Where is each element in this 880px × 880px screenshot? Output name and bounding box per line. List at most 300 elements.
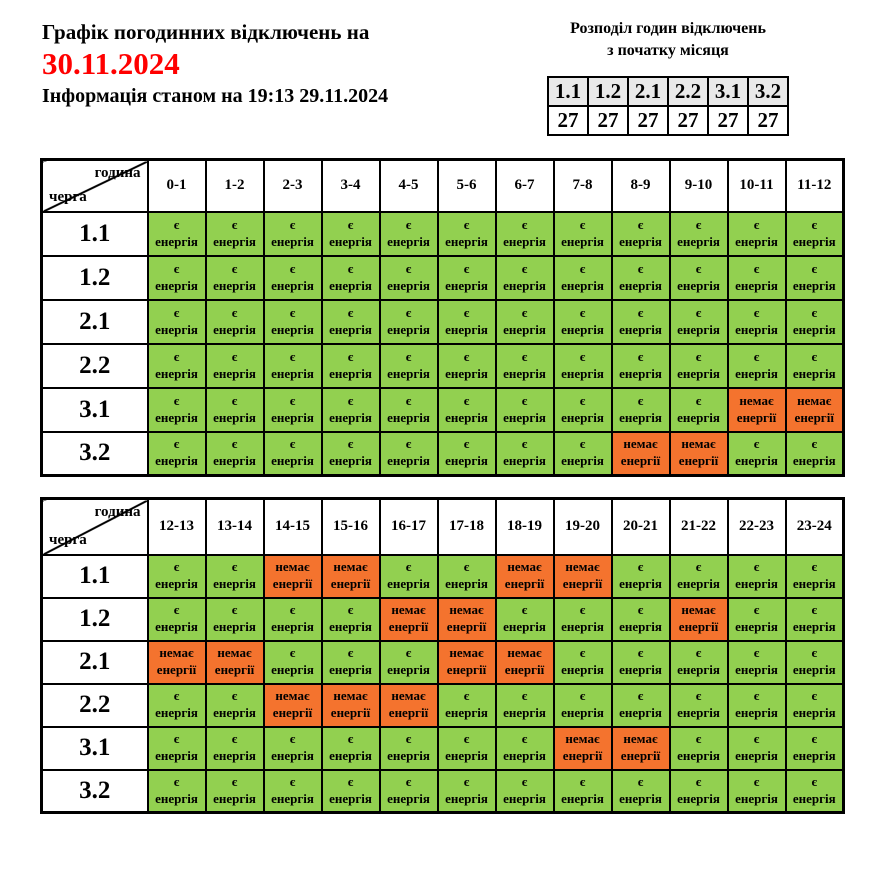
cell-text-line2: енергія: [271, 277, 314, 293]
cell-text-line1: є: [521, 602, 528, 618]
cell-text-line1: є: [637, 688, 644, 704]
queue-schedule-row: [42, 300, 844, 344]
queue-label: 1.1: [42, 555, 148, 598]
cell-text-line2: енергія: [155, 277, 198, 293]
cell-text-line1: є: [695, 304, 702, 320]
cell-text-line2: енергія: [155, 705, 198, 720]
hour-column-header: 8-9: [612, 160, 670, 212]
cell-energy-available: [728, 432, 786, 476]
cell-text-line2: енергія: [445, 277, 488, 293]
cell-text-line1: є: [405, 559, 412, 575]
cell-text-line1: немає: [449, 645, 484, 661]
cell-energy-available: [554, 212, 612, 256]
cell-text-line2: енергія: [677, 277, 720, 293]
distribution-hours-value: 27: [588, 106, 628, 135]
cell-text-line1: є: [695, 731, 702, 747]
cell-text-line1: є: [811, 436, 818, 452]
cell-text-line2: енергія: [792, 233, 836, 249]
cell-text-line1: є: [463, 436, 470, 452]
cell-text-line2: енергія: [329, 453, 372, 469]
cell-text-line2: енергія: [445, 365, 488, 381]
distribution-title: [540, 18, 796, 63]
cell-text-line2: енергії: [562, 576, 603, 591]
cell-energy-available: [380, 770, 438, 813]
cell-energy-available: [322, 388, 380, 432]
cell-text-line2: енергія: [619, 790, 662, 806]
distribution-queue-header: 3.1: [708, 77, 748, 106]
cell-text-line1: є: [347, 304, 354, 320]
cell-energy-available: [554, 684, 612, 727]
cell-text-line2: енергія: [213, 233, 256, 249]
cell-text-line1: є: [173, 260, 180, 276]
cell-energy-available: [670, 300, 728, 344]
cell-energy-available: [380, 432, 438, 476]
cell-text-line1: є: [463, 773, 470, 789]
cell-text-line2: енергія: [503, 409, 546, 425]
cell-text-line2: енергія: [735, 705, 778, 720]
cell-energy-available: [438, 684, 496, 727]
cell-no-energy: [438, 641, 496, 684]
cell-text-line2: енергія: [503, 233, 546, 249]
cell-text-line2: енергія: [213, 277, 256, 293]
cell-text-line2: енергія: [213, 790, 256, 806]
cell-text-line2: енергія: [213, 619, 256, 634]
cell-energy-available: [206, 432, 264, 476]
cell-energy-available: [496, 770, 554, 813]
hour-column-header: 14-15: [264, 499, 322, 555]
cell-text-line1: є: [811, 559, 818, 575]
cell-text-line1: немає: [333, 559, 368, 575]
cell-text-line2: енергія: [387, 321, 430, 337]
cell-text-line2: енергія: [271, 409, 314, 425]
cell-energy-available: [728, 256, 786, 300]
hour-column-header: 4-5: [380, 160, 438, 212]
cell-text-line2: енергія: [792, 662, 836, 677]
cell-text-line2: енергія: [792, 790, 836, 806]
queue-label: 1.2: [42, 256, 148, 300]
cell-energy-available: [786, 770, 844, 813]
distribution-queue-header: 1.2: [588, 77, 628, 106]
queue-label: 3.2: [42, 770, 148, 813]
cell-energy-available: [206, 555, 264, 598]
cell-text-line2: енергія: [561, 365, 604, 381]
cell-energy-available: [496, 598, 554, 641]
cell-no-energy: [670, 598, 728, 641]
cell-text-line1: є: [289, 436, 296, 452]
cell-text-line2: енергія: [735, 277, 778, 293]
cell-text-line1: є: [173, 348, 180, 364]
cell-text-line2: енергія: [155, 748, 198, 763]
cell-energy-available: [554, 300, 612, 344]
cell-energy-available: [554, 641, 612, 684]
queue-schedule-row: [42, 555, 844, 598]
cell-text-line2: енергія: [561, 790, 604, 806]
cell-text-line1: є: [811, 645, 818, 661]
cell-text-line1: є: [637, 348, 644, 364]
cell-text-line2: енергія: [677, 748, 720, 763]
cell-energy-available: [322, 641, 380, 684]
cell-text-line2: енергія: [735, 453, 778, 469]
cell-text-line1: немає: [507, 645, 542, 661]
distribution-queue-header: 2.1: [628, 77, 668, 106]
cell-text-line2: енергія: [735, 321, 778, 337]
cell-energy-available: [438, 388, 496, 432]
cell-text-line2: енергія: [735, 790, 778, 806]
queue-label: 2.1: [42, 641, 148, 684]
cell-energy-available: [728, 727, 786, 770]
cell-energy-available: [786, 684, 844, 727]
cell-text-line1: немає: [623, 436, 658, 452]
cell-energy-available: [206, 727, 264, 770]
distribution-values-row: [548, 106, 788, 135]
cell-no-energy: [670, 432, 728, 476]
cell-text-line2: енергія: [677, 409, 720, 425]
cell-text-line2: енергія: [387, 662, 430, 677]
cell-energy-available: [322, 598, 380, 641]
cell-text-line2: енергія: [155, 409, 198, 425]
cell-energy-available: [728, 344, 786, 388]
cell-energy-available: [438, 555, 496, 598]
cell-text-line1: є: [753, 304, 760, 320]
cell-text-line1: немає: [507, 559, 542, 575]
cell-energy-available: [264, 598, 322, 641]
cell-energy-available: [148, 432, 206, 476]
cell-energy-available: [786, 555, 844, 598]
cell-text-line1: є: [521, 348, 528, 364]
cell-text-line2: енергія: [503, 705, 546, 720]
cell-energy-available: [206, 256, 264, 300]
cell-text-line1: є: [405, 645, 412, 661]
page-title: Графік погодинних відключень на: [42, 20, 370, 44]
cell-text-line1: немає: [217, 645, 252, 661]
cell-text-line2: енергія: [503, 321, 546, 337]
cell-no-energy: [612, 432, 670, 476]
cell-energy-available: [264, 727, 322, 770]
cell-text-line1: є: [637, 216, 644, 232]
cell-text-line1: є: [173, 436, 180, 452]
cell-energy-available: [322, 212, 380, 256]
cell-text-line2: енергія: [619, 662, 662, 677]
cell-text-line2: енергія: [792, 365, 836, 381]
cell-text-line1: є: [811, 304, 818, 320]
cell-text-line1: є: [347, 773, 354, 789]
cell-text-line1: є: [695, 348, 702, 364]
queue-label: 1.2: [42, 598, 148, 641]
cell-text-line1: є: [521, 260, 528, 276]
cell-no-energy: [554, 555, 612, 598]
cell-energy-available: [322, 344, 380, 388]
cell-energy-available: [438, 256, 496, 300]
cell-text-line2: енергії: [504, 662, 545, 677]
cell-energy-available: [786, 212, 844, 256]
cell-text-line2: енергія: [155, 365, 198, 381]
cell-energy-available: [148, 727, 206, 770]
cell-text-line2: енергія: [619, 409, 662, 425]
cell-text-line1: є: [173, 216, 180, 232]
cell-energy-available: [554, 598, 612, 641]
cell-energy-available: [322, 256, 380, 300]
hour-column-header: 6-7: [496, 160, 554, 212]
cell-text-line1: є: [289, 731, 296, 747]
cell-text-line1: є: [579, 436, 586, 452]
cell-energy-available: [264, 432, 322, 476]
cell-energy-available: [438, 300, 496, 344]
cell-text-line1: є: [405, 260, 412, 276]
cell-energy-available: [380, 256, 438, 300]
cell-text-line2: енергія: [155, 576, 198, 591]
cell-text-line2: енергія: [271, 453, 314, 469]
cell-energy-available: [496, 727, 554, 770]
cell-text-line2: енергії: [214, 662, 255, 677]
cell-text-line2: енергія: [213, 748, 256, 763]
cell-text-line1: є: [173, 773, 180, 789]
cell-energy-available: [322, 300, 380, 344]
cell-text-line1: є: [173, 688, 180, 704]
cell-text-line1: є: [463, 260, 470, 276]
cell-text-line2: енергія: [387, 576, 430, 591]
hour-column-header: 9-10: [670, 160, 728, 212]
cell-text-line2: енергія: [677, 233, 720, 249]
cell-energy-available: [264, 344, 322, 388]
cell-text-line1: є: [405, 731, 412, 747]
cell-energy-available: [264, 770, 322, 813]
cell-text-line2: енергія: [445, 321, 488, 337]
cell-energy-available: [554, 432, 612, 476]
cell-text-line1: є: [753, 602, 760, 618]
cell-text-line1: є: [347, 436, 354, 452]
cell-text-line1: є: [695, 773, 702, 789]
cell-energy-available: [264, 256, 322, 300]
cell-text-line2: енергія: [213, 321, 256, 337]
hour-column-header: 7-8: [554, 160, 612, 212]
cell-energy-available: [206, 344, 264, 388]
cell-text-line1: є: [347, 216, 354, 232]
cell-text-line2: енергія: [329, 277, 372, 293]
cell-text-line2: енергія: [387, 409, 430, 425]
cell-energy-available: [612, 344, 670, 388]
queue-schedule-row: [42, 770, 844, 813]
cell-text-line1: є: [579, 216, 586, 232]
cell-text-line1: є: [231, 602, 238, 618]
queue-schedule-row: [42, 212, 844, 256]
hour-column-header: 15-16: [322, 499, 380, 555]
cell-text-line2: енергія: [792, 705, 836, 720]
cell-text-line1: немає: [333, 688, 368, 704]
cell-no-energy: [380, 684, 438, 727]
corner-hour-queue-cell: [42, 499, 148, 555]
cell-text-line2: енергія: [329, 619, 372, 634]
cell-energy-available: [206, 770, 264, 813]
cell-energy-available: [612, 555, 670, 598]
cell-energy-available: [496, 388, 554, 432]
cell-energy-available: [264, 212, 322, 256]
corner-hour-queue-cell: [42, 160, 148, 212]
cell-text-line2: енергія: [387, 277, 430, 293]
cell-text-line2: енергія: [155, 233, 198, 249]
cell-text-line2: енергія: [561, 453, 604, 469]
cell-energy-available: [148, 684, 206, 727]
cell-text-line1: є: [695, 645, 702, 661]
cell-text-line1: є: [811, 773, 818, 789]
cell-energy-available: [612, 684, 670, 727]
cell-energy-available: [264, 300, 322, 344]
cell-text-line1: є: [173, 304, 180, 320]
info-timestamp: Інформація станом на 19:13 29.11.2024: [42, 85, 389, 107]
cell-text-line2: енергія: [445, 705, 488, 720]
cell-text-line1: є: [231, 436, 238, 452]
cell-energy-available: [728, 641, 786, 684]
cell-text-line1: є: [405, 773, 412, 789]
cell-energy-available: [380, 641, 438, 684]
queue-schedule-row: [42, 727, 844, 770]
cell-text-line1: є: [405, 348, 412, 364]
cell-no-energy: [322, 684, 380, 727]
cell-energy-available: [612, 256, 670, 300]
cell-text-line1: є: [521, 436, 528, 452]
hour-axis-label: година: [94, 165, 141, 181]
queue-axis-label: черга: [49, 188, 87, 205]
cell-text-line1: є: [231, 348, 238, 364]
hour-column-header: 2-3: [264, 160, 322, 212]
cell-energy-available: [728, 555, 786, 598]
cell-text-line2: енергія: [619, 321, 662, 337]
cell-energy-available: [380, 555, 438, 598]
cell-text-line1: немає: [391, 602, 426, 618]
queue-label: 1.1: [42, 212, 148, 256]
cell-text-line2: енергії: [446, 619, 487, 634]
cell-text-line2: енергія: [561, 409, 604, 425]
cell-text-line2: енергія: [329, 409, 372, 425]
distribution-hours-value: 27: [548, 106, 588, 135]
cell-text-line1: немає: [391, 688, 426, 704]
hour-column-header: 13-14: [206, 499, 264, 555]
cell-text-line1: є: [463, 688, 470, 704]
queue-label: 2.1: [42, 300, 148, 344]
cell-text-line2: енергії: [156, 662, 197, 677]
cell-text-line1: є: [637, 304, 644, 320]
cell-text-line2: енергія: [271, 790, 314, 806]
cell-text-line1: є: [405, 436, 412, 452]
cell-text-line2: енергія: [561, 662, 604, 677]
cell-text-line1: є: [811, 216, 818, 232]
cell-text-line1: є: [637, 559, 644, 575]
cell-energy-available: [148, 555, 206, 598]
cell-text-line2: енергія: [445, 409, 488, 425]
cell-text-line1: є: [753, 348, 760, 364]
cell-text-line1: є: [231, 260, 238, 276]
cell-energy-available: [496, 212, 554, 256]
cell-text-line1: немає: [797, 392, 832, 408]
cell-text-line1: є: [463, 304, 470, 320]
cell-text-line2: енергія: [619, 705, 662, 720]
cell-text-line2: енергія: [677, 662, 720, 677]
cell-text-line2: енергія: [735, 576, 778, 591]
cell-text-line2: енергії: [562, 748, 603, 763]
cell-text-line2: енергія: [445, 748, 488, 763]
distribution-hours-value: 27: [668, 106, 708, 135]
cell-text-line2: енергія: [735, 662, 778, 677]
cell-text-line1: є: [463, 392, 470, 408]
cell-text-line2: енергія: [619, 619, 662, 634]
cell-text-line1: є: [289, 645, 296, 661]
cell-energy-available: [670, 684, 728, 727]
cell-text-line2: енергія: [677, 321, 720, 337]
cell-text-line1: є: [753, 645, 760, 661]
cell-text-line2: енергія: [619, 277, 662, 293]
cell-text-line2: енергія: [155, 453, 198, 469]
cell-text-line2: енергія: [329, 321, 372, 337]
cell-text-line1: є: [521, 304, 528, 320]
cell-text-line1: є: [695, 260, 702, 276]
cell-text-line2: енергія: [271, 619, 314, 634]
cell-energy-available: [206, 388, 264, 432]
cell-no-energy: [322, 555, 380, 598]
cell-text-line2: енергія: [792, 453, 836, 469]
cell-energy-available: [554, 770, 612, 813]
cell-text-line1: є: [231, 731, 238, 747]
cell-text-line2: енергія: [561, 321, 604, 337]
cell-energy-available: [322, 727, 380, 770]
cell-text-line2: енергія: [387, 748, 430, 763]
cell-text-line1: немає: [681, 602, 716, 618]
distribution-hours-value: 27: [748, 106, 788, 135]
cell-text-line1: немає: [449, 602, 484, 618]
cell-text-line1: є: [579, 348, 586, 364]
cell-energy-available: [438, 344, 496, 388]
queue-schedule-row: [42, 432, 844, 476]
cell-text-line2: енергія: [677, 576, 720, 591]
cell-no-energy: [438, 598, 496, 641]
cell-energy-available: [438, 432, 496, 476]
cell-text-line2: енергія: [155, 321, 198, 337]
cell-energy-available: [206, 300, 264, 344]
hour-column-header: 3-4: [322, 160, 380, 212]
hour-column-header: 16-17: [380, 499, 438, 555]
hour-column-header: 19-20: [554, 499, 612, 555]
cell-text-line2: енергії: [620, 453, 661, 469]
cell-text-line1: є: [231, 392, 238, 408]
cell-text-line2: енергія: [619, 576, 662, 591]
cell-text-line2: енергія: [329, 662, 372, 677]
hour-column-header: 17-18: [438, 499, 496, 555]
cell-energy-available: [670, 555, 728, 598]
cell-energy-available: [322, 770, 380, 813]
cell-text-line2: енергії: [330, 576, 371, 591]
cell-text-line2: енергії: [504, 576, 545, 591]
distribution-queue-header: 2.2: [668, 77, 708, 106]
queue-label: 2.2: [42, 684, 148, 727]
cell-text-line1: є: [637, 645, 644, 661]
cell-text-line1: є: [289, 216, 296, 232]
cell-energy-available: [206, 598, 264, 641]
cell-text-line1: є: [753, 773, 760, 789]
cell-energy-available: [380, 727, 438, 770]
cell-text-line1: є: [579, 304, 586, 320]
queue-label: 3.2: [42, 432, 148, 476]
cell-text-line2: енергія: [792, 748, 836, 763]
hour-column-header: 10-11: [728, 160, 786, 212]
cell-no-energy: [380, 598, 438, 641]
cell-text-line1: є: [231, 559, 238, 575]
cell-energy-available: [670, 212, 728, 256]
hour-column-header: 21-22: [670, 499, 728, 555]
cell-text-line1: є: [811, 602, 818, 618]
cell-text-line2: енергія: [213, 576, 256, 591]
cell-text-line1: є: [579, 260, 586, 276]
cell-text-line2: енергія: [445, 233, 488, 249]
cell-text-line1: є: [173, 731, 180, 747]
hour-column-header: 5-6: [438, 160, 496, 212]
